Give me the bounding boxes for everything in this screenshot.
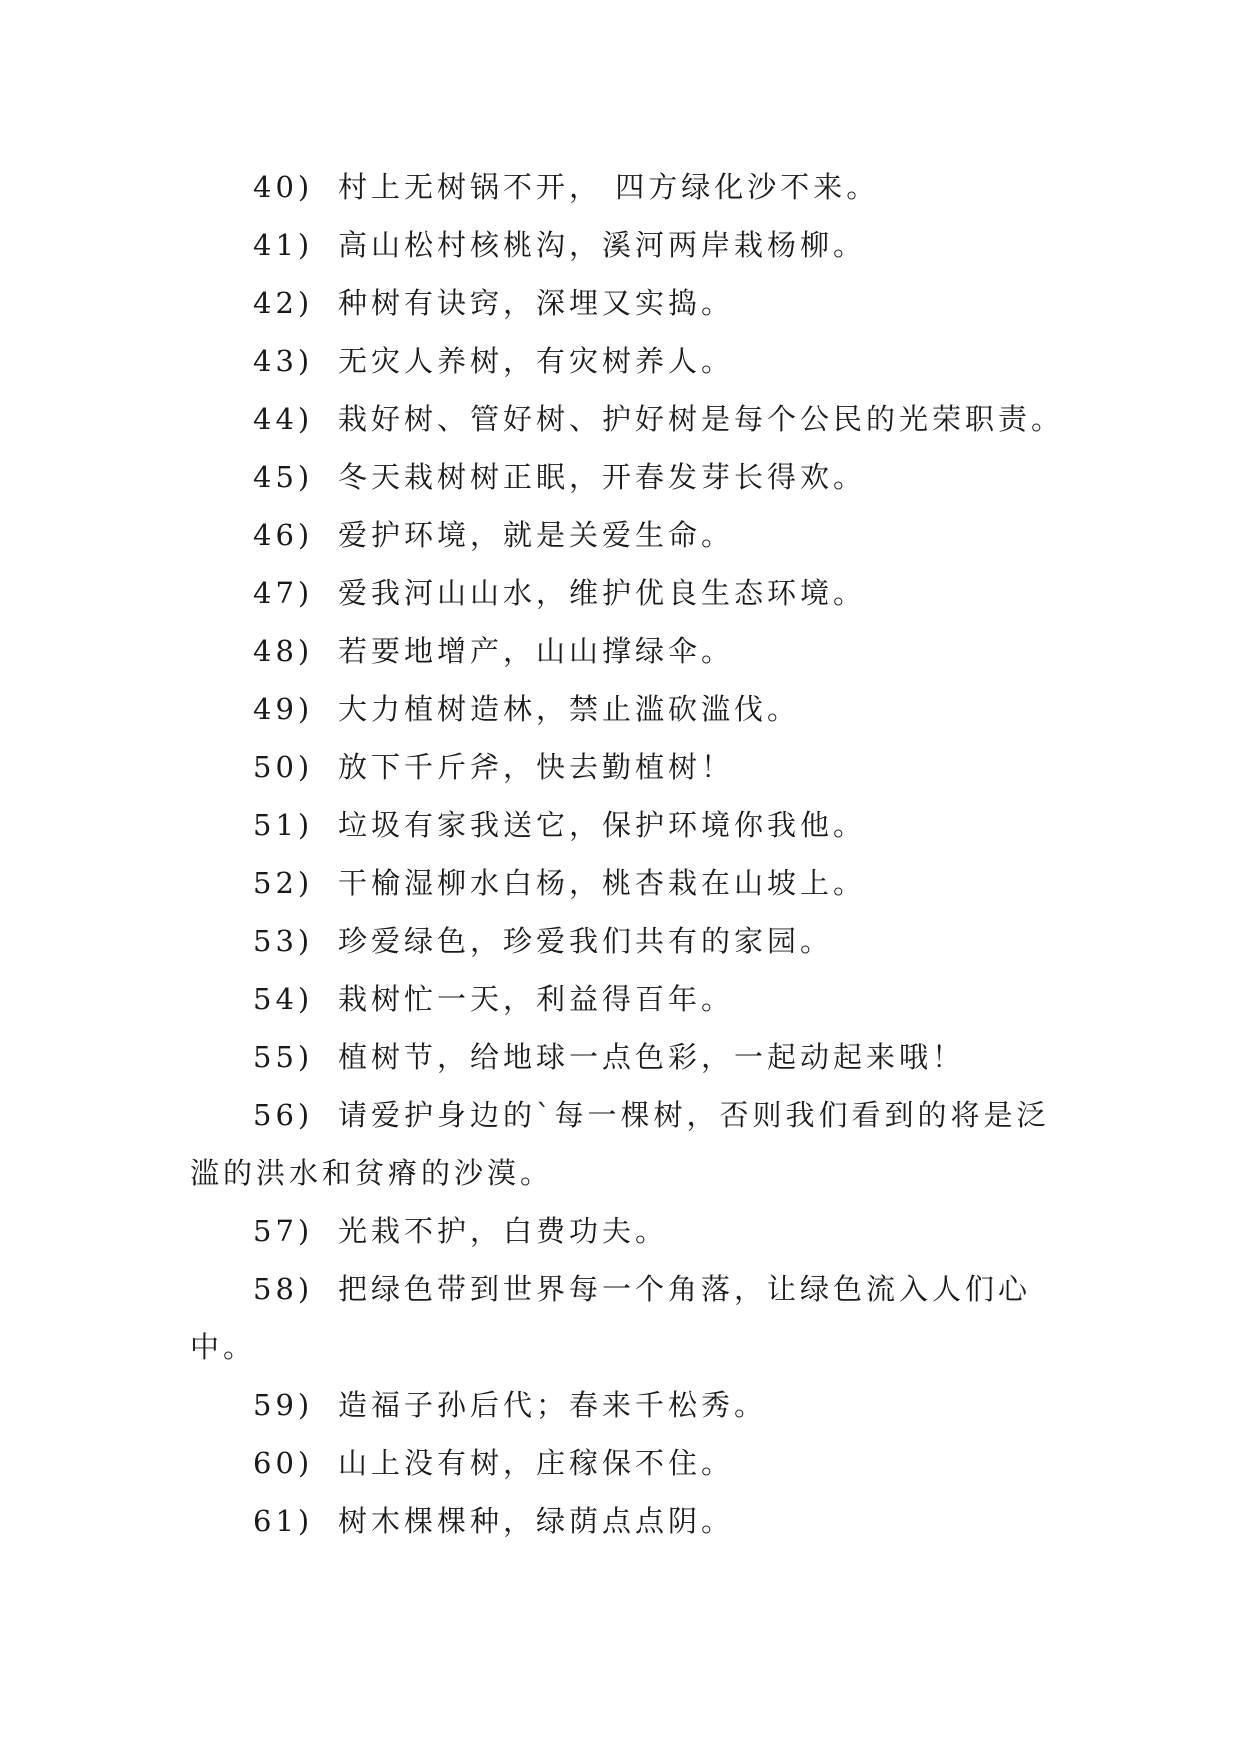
item-number: 60) [253,1446,314,1480]
item-text: 树木棵棵种，绿荫点点阴。 [338,1504,735,1538]
item-number: 53) [253,924,314,958]
list-item [190,1492,1070,1550]
item-text: 珍爱绿色，珍爱我们共有的家园。 [338,924,834,958]
list-item [190,738,1070,796]
item-text: 高山松村核桃沟，溪河两岸栽杨柳。 [338,228,867,262]
item-number: 48) [253,634,314,668]
item-text: 冬天栽树树正眠，开春发芽长得欢。 [338,460,867,494]
item-text: 大力植树造林，禁止滥砍滥伐。 [338,692,801,726]
item-number: 47) [253,576,314,610]
item-text: 栽树忙一天，利益得百年。 [338,982,735,1016]
list-item [190,274,1070,332]
item-text: 造福子孙后代；春来千松秀。 [338,1388,768,1422]
item-text: 栽好树、管好树、护好树是每个公民的光荣职责。 [338,402,1065,436]
list-item [190,1434,1070,1492]
item-text: 山上没有树，庄稼保不住。 [338,1446,735,1480]
item-text: 无灾人养树，有灾树养人。 [338,344,735,378]
list-item [190,796,1070,854]
list-item [190,1028,1070,1086]
item-number: 43) [253,344,314,378]
list-item [190,912,1070,970]
item-number: 40) [253,170,314,204]
item-number: 58) [253,1272,314,1306]
item-text: 种树有诀窍，深埋又实捣。 [338,286,735,320]
item-text: 垃圾有家我送它，保护环境你我他。 [338,808,867,842]
item-number: 50) [253,750,314,784]
list-item [190,1086,1070,1202]
item-text: 若要地增产，山山撑绿伞。 [338,634,735,668]
item-text: 请爱护身边的`每一棵树，否则我们看到的将是泛 [338,1098,1050,1132]
list-item [190,564,1070,622]
item-number: 49) [253,692,314,726]
list-item [190,332,1070,390]
list-item [190,680,1070,738]
list-item [190,448,1070,506]
list-item [190,1202,1070,1260]
item-number: 56) [253,1098,314,1132]
item-number: 57) [253,1214,314,1248]
item-text-continued: 中。 [190,1330,257,1364]
list-item [190,622,1070,680]
item-text: 放下千斤斧，快去勤植树！ [338,750,735,784]
list-item [190,854,1070,912]
item-number: 51) [253,808,314,842]
item-text: 光栽不护，白费功夫。 [338,1214,669,1248]
item-text: 爱护环境，就是关爱生命。 [338,518,735,552]
item-number: 45) [253,460,314,494]
item-text: 干榆湿柳水白杨，桃杏栽在山坡上。 [338,866,867,900]
list-item [190,506,1070,564]
item-text: 爱我河山山水，维护优良生态环境。 [338,576,867,610]
item-text: 把绿色带到世界每一个角落，让绿色流入人们心 [338,1272,1032,1306]
item-number: 54) [253,982,314,1016]
item-text: 植树节，给地球一点色彩，一起动起来哦！ [338,1040,966,1074]
list-item [190,1260,1070,1376]
list-item [190,216,1070,274]
list-item [190,158,1070,216]
item-text: 村上无树锅不开， 四方绿化沙不来。 [338,170,880,204]
item-number: 61) [253,1504,314,1538]
list-item [190,1376,1070,1434]
item-number: 46) [253,518,314,552]
item-number: 59) [253,1388,314,1422]
slogan-list [190,158,1070,1550]
item-text-continued: 滥的洪水和贫瘠的沙漠。 [190,1156,554,1190]
item-number: 41) [253,228,314,262]
item-number: 44) [253,402,314,436]
item-number: 42) [253,286,314,320]
item-number: 52) [253,866,314,900]
item-number: 55) [253,1040,314,1074]
list-item [190,390,1070,448]
list-item [190,970,1070,1028]
